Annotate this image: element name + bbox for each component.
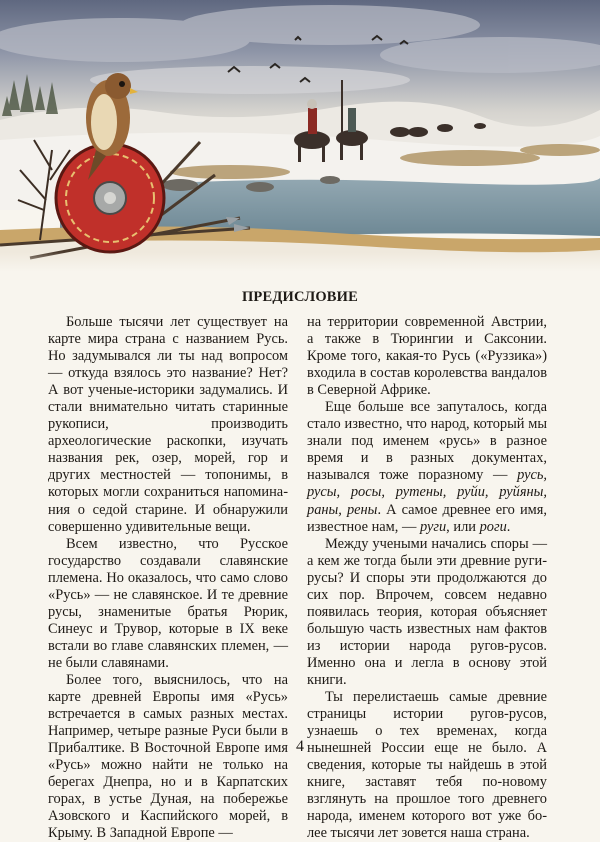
header-illustration: [0, 0, 600, 272]
paragraph: [307, 399, 547, 535]
page-number: 4: [296, 738, 304, 755]
paragraph: Больше тысячи лет существует на карте мира страна с названием Русь. Но задумывался ли ты над вопросом — откуда взялось это название? Нет? А вот ученые-историки задумались. И стали внимательно читать старинные рукописи, производить археологические раскопки, изучать названия рек, озер, морей, гор и других местностей — топонимы, в которых могли сохраниться напоминания о седой старине. И обнаружили совершенно удивительные вещи.: [48, 314, 288, 535]
text: Еще больше все запуталось, когда стало известно, что народ, который мы знали под именем «русь» в разное время и в разных документах, назывался тоже поразному —: [307, 399, 547, 484]
paragraph: Ты перелистаешь самые древние страницы истории ругов-русов, узнаешь о тех временах, когда нынешней России еще не было. А сведения, которые ты найдешь в этой книге, заставят тебя по-новому взглянуть на прошлое того древнего народа, именем которого вот уже более тысячи лет зовется наша страна.: [307, 689, 547, 842]
paragraph: Всем известно, что Русское государство создавали славянские племена. Но оказалось, что само слово «Русь» — не славянское. И те древние русы, знаменитые братья Рюрик, Синеус и Трувор, которые в IX веке встали во главе славянских племен, — не были славянами.: [48, 535, 288, 671]
paragraph: Более того, выяснилось, что на карте древней Европы имя «Русь» встречается в самых разных местах. Например, четыре разные Руси были в Прибалтике. В Восточной Европе имя «Русь» можно найти не только на берегах Днепра, но и в Карпатских горах, в устье Дуная, на побережье Азовского и Каспийского морей, в Крыму. В Западной Европе —: [48, 671, 288, 842]
left-text-column: [48, 314, 288, 842]
italic-name-rugi: руги: [419, 518, 447, 535]
page-title: ПРЕДИСЛОВИЕ: [241, 289, 359, 305]
paragraph: на территории современной Австрии, а также в Тюрингии и Саксонии. Кроме того, какая-то Русь («Руззика») входила в состав королевства вандалов в Северной Африке.: [307, 314, 547, 399]
text: , или: [446, 518, 480, 535]
paragraph: Между учеными начались споры — а кем же тогда были эти древние ругирусы? И споры эти продолжаются до сих пор. Впрочем, совсем недавно появилась теория, которая объясняет большую часть известных нам фактов из истории народа ругов-русов. Именно она и легла в основу этой книги.: [307, 535, 547, 688]
text: . А самое древнее его имя, известное нам, —: [307, 501, 547, 535]
italic-name-rogi: роги: [479, 518, 507, 535]
right-text-column: [307, 314, 547, 842]
text: .: [506, 518, 511, 535]
winter-landscape-illustration: [0, 0, 600, 272]
round-shield-icon: [56, 144, 164, 252]
italic-names: русь, русы, росы, рутены, руйи, руйяны, раны, рены: [307, 467, 547, 518]
